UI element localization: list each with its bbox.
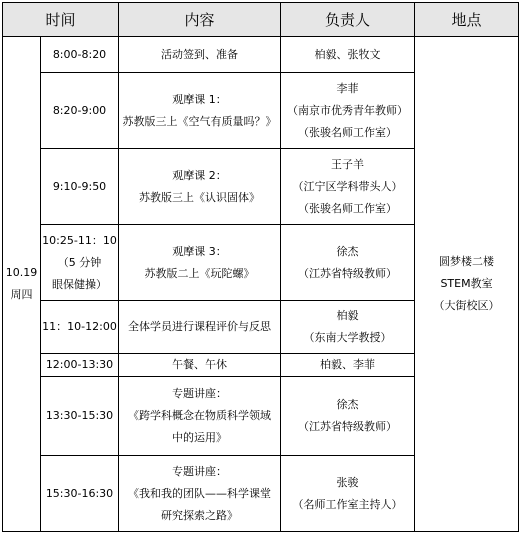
time-cell: 10:25-11：10 （5 分钟 眼保健操） (41, 225, 119, 301)
day-date: 10.19 (5, 266, 38, 279)
location-campus: （大街校区） (433, 299, 500, 312)
person-cell: 王子羊 （江宁区学科带头人） （张骏名师工作室） (281, 149, 415, 225)
header-person: 负责人 (281, 3, 415, 37)
content-cell: 午餐、午休 (119, 354, 281, 377)
content-cell: 活动签到、准备 (119, 37, 281, 73)
person-cell: 李菲 （南京市优秀青年教师） （张骏名师工作室） (281, 73, 415, 149)
day-cell (3, 37, 41, 532)
location-cell (415, 37, 519, 532)
content-cell: 观摩课 2： 苏教版三上《认识固体》 (119, 149, 281, 225)
schedule-table (2, 2, 519, 532)
header-location: 地点 (415, 3, 519, 37)
header-content: 内容 (119, 3, 281, 37)
content-cell: 观摩课 3： 苏教版二上《玩陀螺》 (119, 225, 281, 301)
time-cell: 13:30-15:30 (41, 377, 119, 456)
time-cell: 11：10-12:00 (41, 301, 119, 354)
day-weekday: 周四 (10, 288, 33, 301)
time-cell: 15:30-16:30 (41, 456, 119, 532)
time-cell: 9:10-9:50 (41, 149, 119, 225)
location-room: STEM教室 (440, 277, 493, 290)
table-row (3, 37, 519, 73)
header-row (3, 3, 519, 37)
person-cell: 徐杰 （江苏省特级教师） (281, 225, 415, 301)
person-cell: 柏毅、张牧文 (281, 37, 415, 73)
person-cell: 柏毅、李菲 (281, 354, 415, 377)
content-cell: 全体学员进行课程评价与反思 (119, 301, 281, 354)
location-building: 圆梦楼二楼 (439, 255, 495, 268)
person-cell: 张骏 （名师工作室主持人） (281, 456, 415, 532)
content-cell: 专题讲座： 《跨学科概念在物质科学领域 中的运用》 (119, 377, 281, 456)
header-time: 时间 (3, 3, 119, 37)
time-cell: 12:00-13:30 (41, 354, 119, 377)
time-cell: 8:20-9:00 (41, 73, 119, 149)
content-cell: 观摩课 1： 苏教版三上《空气有质量吗？》 (119, 73, 281, 149)
content-cell: 专题讲座： 《我和我的团队——科学课堂 研究探索之路》 (119, 456, 281, 532)
person-cell: 柏毅 （东南大学教授） (281, 301, 415, 354)
time-cell: 8:00-8:20 (41, 37, 119, 73)
person-cell: 徐杰 （江苏省特级教师） (281, 377, 415, 456)
